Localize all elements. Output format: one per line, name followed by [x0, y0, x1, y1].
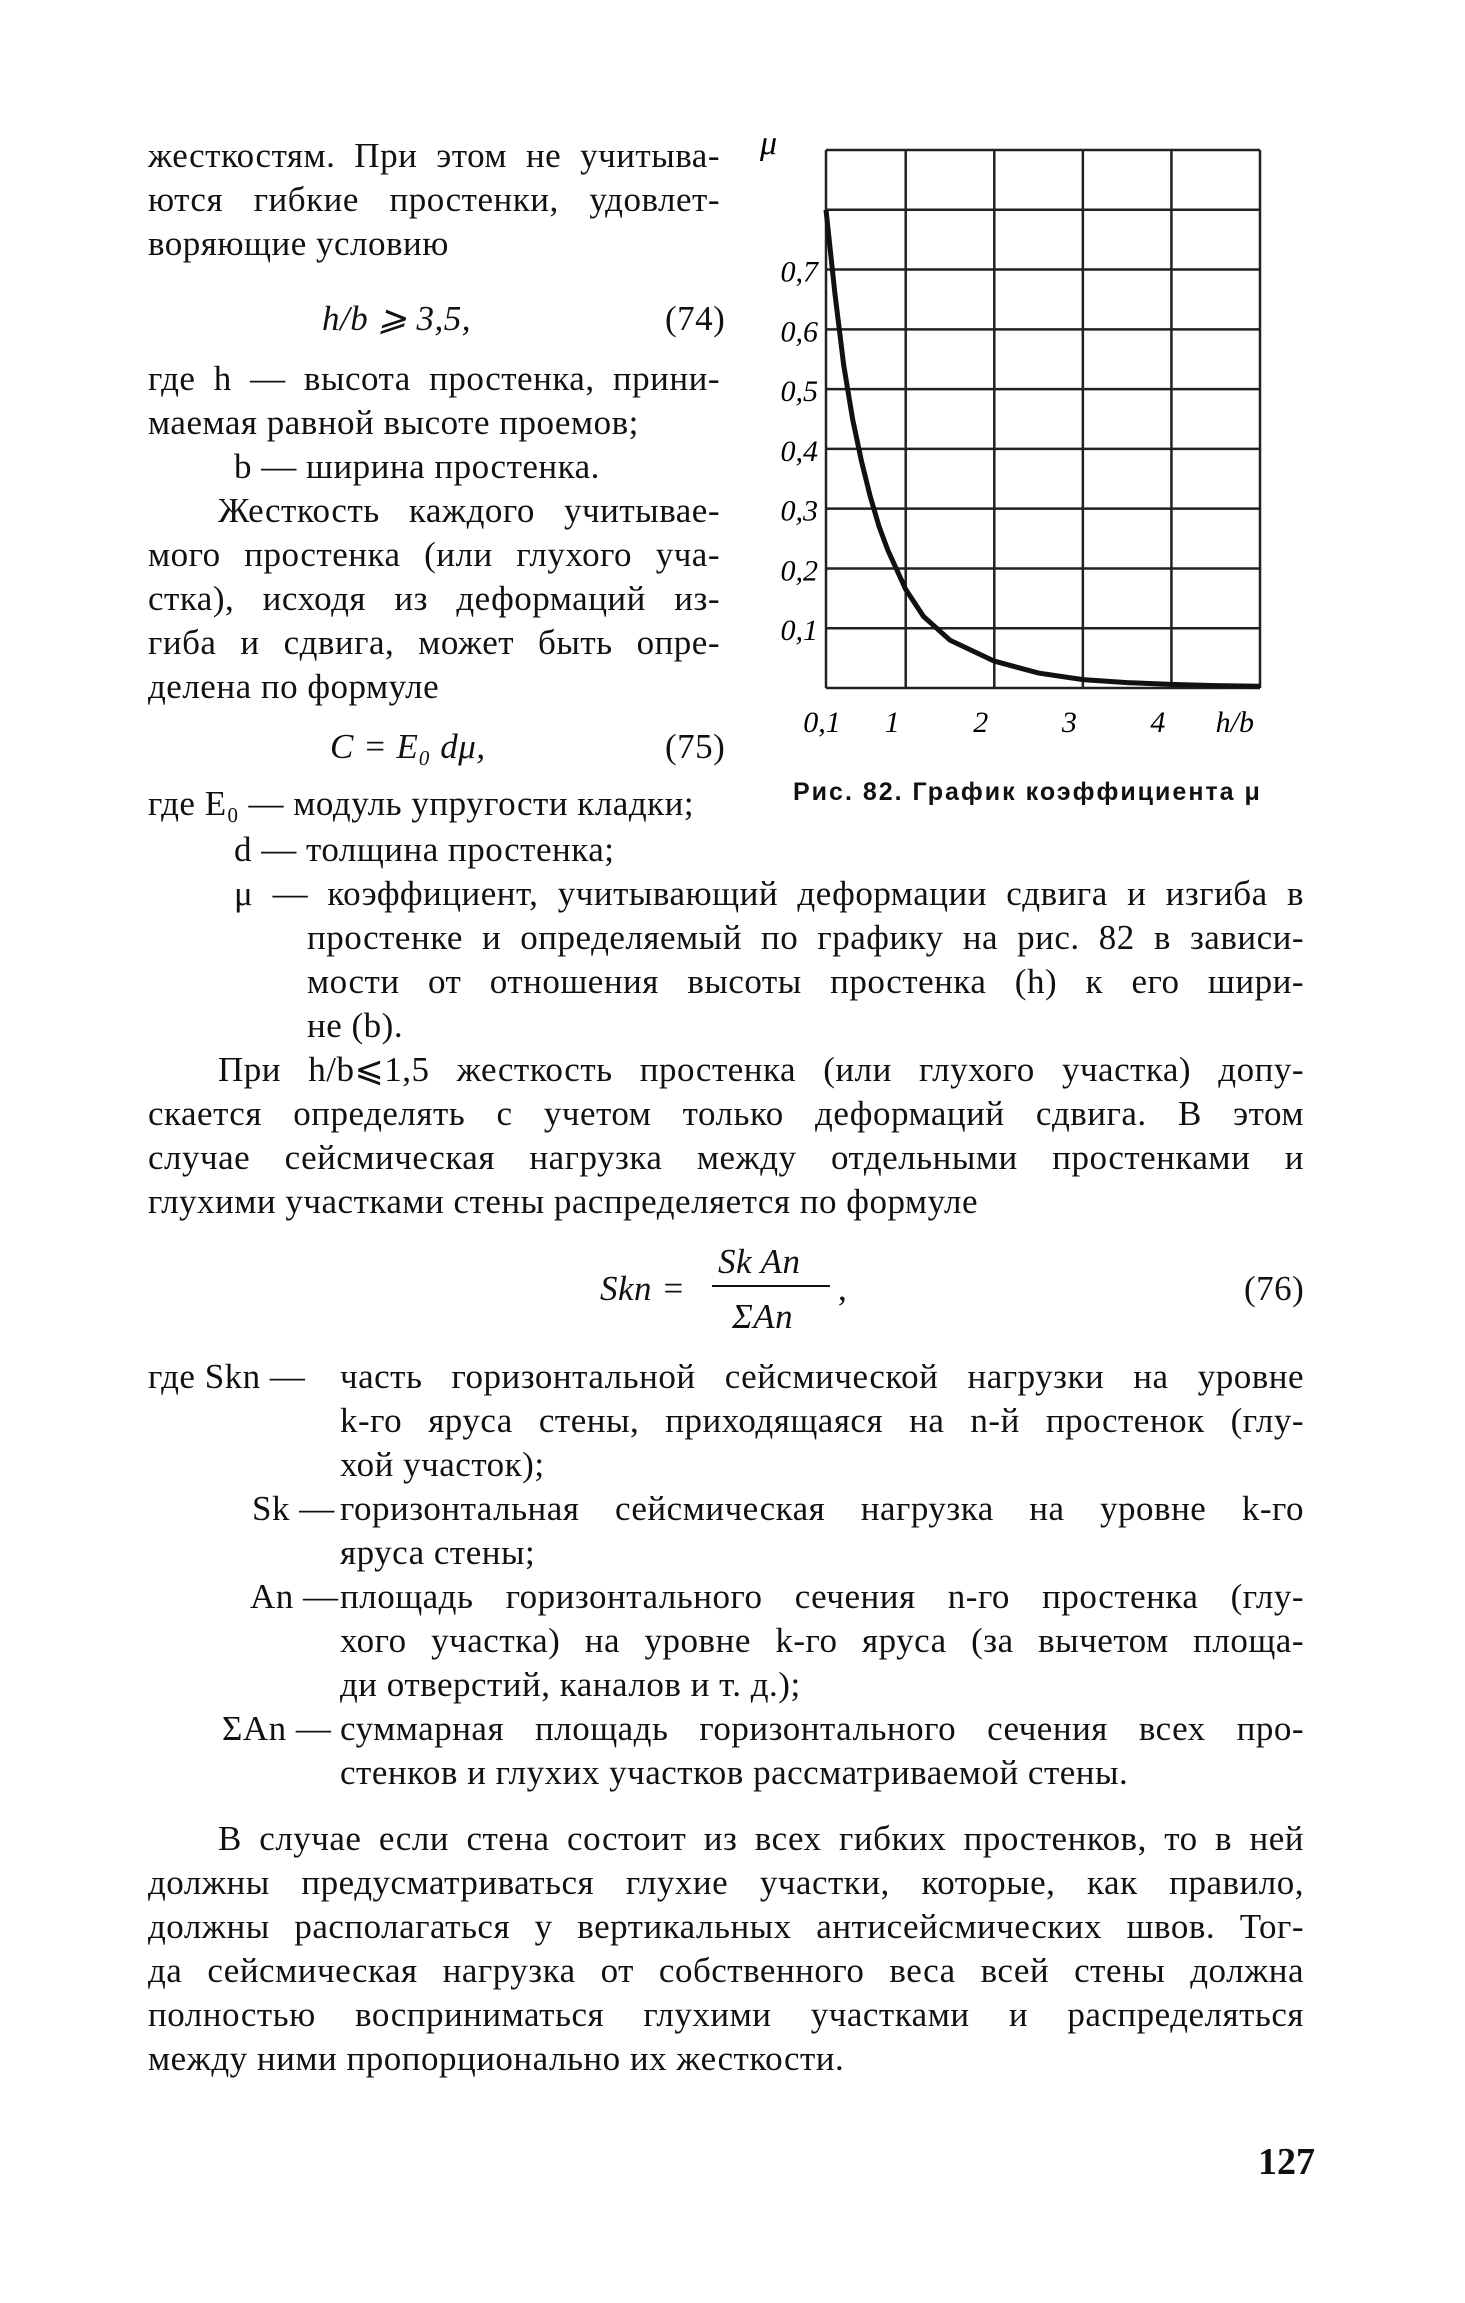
equation-number: (75): [665, 727, 726, 766]
text-line: мого простенка (или глухого уча-: [148, 535, 720, 574]
text-line: где h — высота простенка, прини-: [148, 359, 720, 398]
text-line: жесткостям. При этом не учитыва-: [148, 136, 720, 175]
text-line: да сейсмическая нагрузка от собственного веса всей стены должна: [148, 1951, 1304, 1990]
y-tick-label: 0,4: [780, 434, 818, 468]
x-tick-label: 3: [1061, 706, 1077, 739]
definition-text: хого участка) на уровне k-го яруса (за вычетом площа-: [340, 1621, 1304, 1660]
text-line: простенке и определяемый по графику на рис. 82 в зависи-: [307, 918, 1304, 957]
y-tick-label: 0,1: [780, 614, 818, 648]
equation-74: h/b ⩾ 3,5,: [322, 299, 472, 338]
definition-term: где Skn —: [148, 1357, 306, 1396]
equation-76-comma: ,: [838, 1269, 848, 1308]
page-number: 127: [1258, 2141, 1315, 2183]
definition-term: Sk —: [252, 1489, 335, 1528]
definition-text: яруса стены;: [340, 1533, 536, 1572]
equation-76-numerator: Sk An: [718, 1242, 801, 1281]
text-line: d — толщина простенка;: [234, 830, 615, 869]
definition-text: часть горизонтальной сейсмической нагрузки на уровне: [340, 1357, 1304, 1396]
text-line: стка), исходя из деформаций из-: [148, 579, 720, 618]
x-tick-label: 2: [973, 706, 989, 739]
definition-text: площадь горизонтального сечения n-го простенка (глу-: [340, 1577, 1304, 1616]
text-line: b — ширина простенка.: [234, 447, 600, 486]
text-line: должны располагаться у вертикальных антисейсмических швов. Тог-: [148, 1907, 1304, 1946]
figure-caption: Рис. 82. График коэффициента μ: [793, 778, 1262, 806]
text-line: глухими участками стены распределяется по формуле: [148, 1182, 979, 1221]
y-tick-label: 0,2: [780, 554, 818, 588]
text-line: случае сейсмическая нагрузка между отдельными простенками и: [148, 1138, 1304, 1177]
definition-text: ди отверстий, каналов и т. д.);: [340, 1665, 801, 1704]
y-axis-symbol: μ: [760, 125, 778, 162]
text-line: воряющие условию: [148, 224, 449, 263]
y-tick-labels: [781, 256, 821, 648]
text-line: не (b).: [307, 1006, 404, 1045]
definition-text: горизонтальная сейсмическая нагрузка на уровне k-го: [340, 1489, 1304, 1528]
text-line: В случае если стена состоит из всех гибких простенков, то в ней: [218, 1819, 1304, 1858]
equation-number: (74): [665, 299, 726, 338]
text-line: где E₀ — модуль упругости кладки;: [148, 784, 695, 823]
text-line: ются гибкие простенки, удовлет-: [148, 180, 720, 219]
text-line: При h/b⩽1,5 жесткость простенка (или глухого участка) допу-: [218, 1050, 1304, 1089]
text-line: Жесткость каждого учитывае-: [218, 491, 720, 530]
text-line: должны предусматриваться глухие участки, которые, как правило,: [148, 1863, 1304, 1902]
x-tick-label: h/b: [1215, 706, 1254, 739]
mu-chart: [740, 120, 1300, 740]
chart-grid: [826, 150, 1260, 688]
x-tick-label: 0,1: [803, 706, 841, 739]
equation-76-denominator: ΣAn: [732, 1297, 794, 1336]
y-tick-label: 0,7: [780, 255, 818, 289]
text-line: скается определять с учетом только деформаций сдвига. В этом: [148, 1094, 1304, 1133]
text-line: гиба и сдвига, может быть опре-: [148, 623, 720, 662]
definition-text: k-го яруса стены, приходящаяся на n-й простенок (глу-: [340, 1401, 1304, 1440]
equation-76-lhs: Skn =: [600, 1269, 686, 1308]
text-line: между ними пропорционально их жесткости.: [148, 2039, 845, 2078]
equation-75: C = E₀ dμ,: [330, 727, 486, 766]
y-tick-label: 0,3: [780, 494, 818, 528]
text-line: делена по формуле: [148, 667, 440, 706]
text-line: полностью восприниматься глухими участками и распределяться: [148, 1995, 1304, 2034]
text-line: маемая равной высоте проемов;: [148, 403, 639, 442]
equation-number: (76): [1244, 1269, 1305, 1308]
definition-text: стенков и глухих участков рассматриваемой стены.: [340, 1753, 1129, 1792]
x-tick-label: 1: [884, 706, 900, 739]
y-tick-label: 0,5: [780, 375, 818, 409]
definition-text: суммарная площадь горизонтального сечения всех про-: [340, 1709, 1304, 1748]
fraction-bar: [712, 1285, 830, 1287]
text-line: μ — коэффициент, учитывающий деформации сдвига и изгиба в: [234, 874, 1304, 913]
x-tick-labels: [803, 706, 1254, 739]
y-tick-label: 0,6: [780, 315, 818, 349]
definition-term: An —: [250, 1577, 339, 1616]
text-line: мости от отношения высоты простенка (h) к его шири-: [307, 962, 1304, 1001]
definition-text: хой участок);: [340, 1445, 545, 1484]
definition-term: ΣAn —: [222, 1709, 332, 1748]
x-tick-label: 4: [1150, 706, 1166, 739]
